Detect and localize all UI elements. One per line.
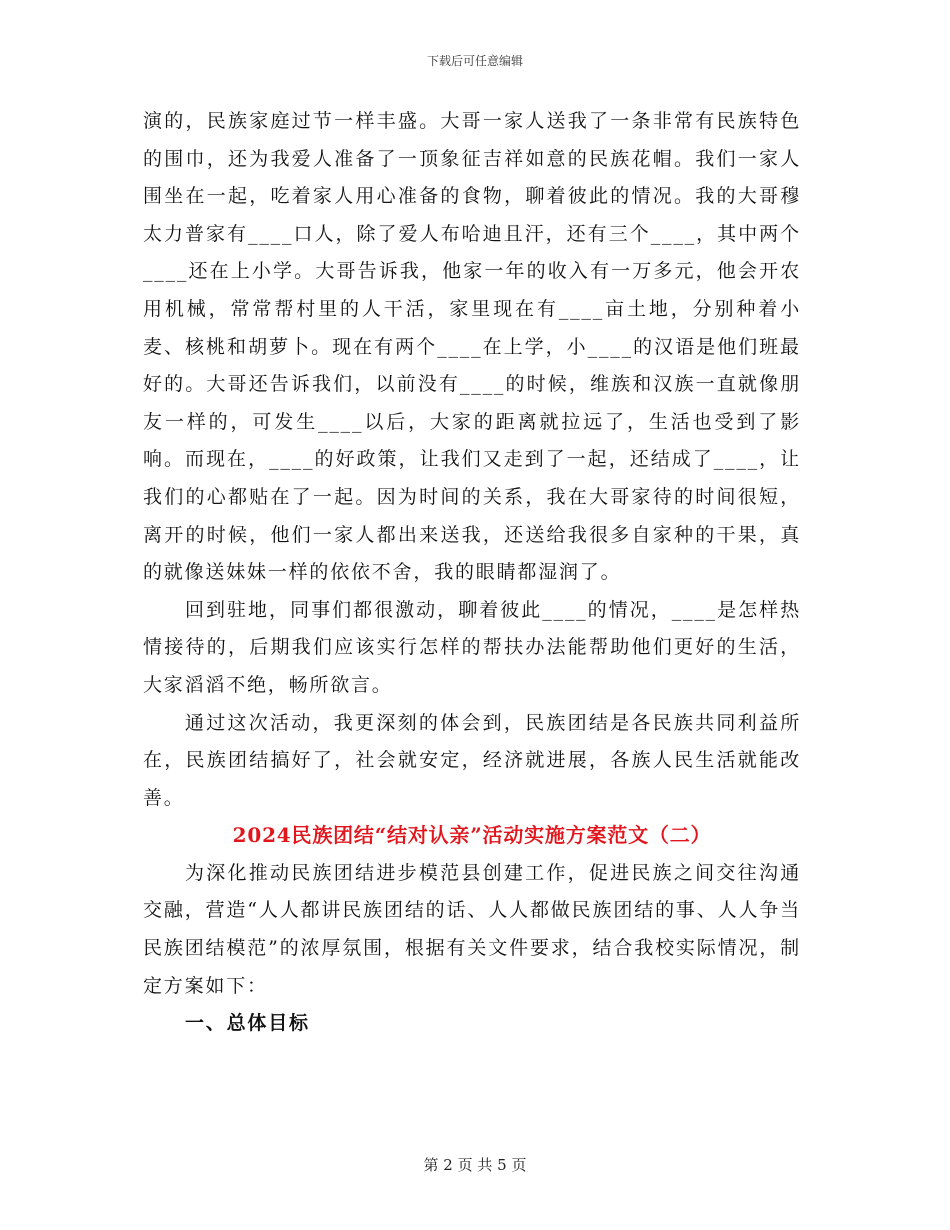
document-title: 2024民族团结“结对认亲”活动实施方案范文（二） <box>232 823 712 848</box>
document-body <box>143 103 801 1043</box>
page-header-note: 下载后可任意编辑 <box>426 54 523 68</box>
paragraph-return-to-station: 回到驻地，同事们都很激动，聊着彼此____的情况，____是怎样热情接待的，后期我们应该实行怎样的帮扶办法能帮助他们更好的生活，大家滔滔不绝，畅所欲言。 <box>143 598 801 696</box>
paragraph-conclusion: 通过这次活动，我更深刻的体会到，民族团结是各民族共同利益所在，民族团结搞好了，社会就安定，经济就进展，各族人民生活就能改善。 <box>143 711 801 809</box>
paragraph-continuation: 演的，民族家庭过节一样丰盛。大哥一家人送我了一条非常有民族特色的围巾，还为我爱人准备了一顶象征吉祥如意的民族花帽。我们一家人围坐在一起，吃着家人用心准备的食物，聊着彼此的情况。我的大哥穆太力普家有____口人，除了爱人布哈迪且汗，还有三个____，其中两个____还在上小学。大哥告诉我，他家一年的收入有一万多元，他会开农用机械，常常帮村里的人干活，家里现在有____亩土地，分别种着小麦、核桃和胡萝卜。现在有两个____在上学，小____的汉语是他们班最好的。大哥还告诉我们，以前没有____的时候，维族和汉族一直就像朋友一样的，可发生____以后，大家的距离就拉远了，生活也受到了影响。而现在，____的好政策，让我们又走到了一起，还结成了____，让我们的心都贴在了一起。因为时间的关系，我在大哥家待的时间很短，离开的时候，他们一家人都出来送我，还送给我很多自家种的干果，真的就像送妹妹一样的依依不舍，我的眼睛都湿润了。 <box>143 110 801 584</box>
paragraph-intro: 为深化推动民族团结进步模范县创建工作，促进民族之间交往沟通交融，营造“人人都讲民族团结的话、人人都做民族团结的事、人人争当民族团结模范”的浓厚氛围，根据有关文件要求，结合我校实际情况，制定方案如下： <box>143 861 801 997</box>
section-heading-overall-goal: 一、总体目标 <box>185 1012 310 1035</box>
page-footer-number: 第 2 页 共 5 页 <box>423 1156 527 1174</box>
